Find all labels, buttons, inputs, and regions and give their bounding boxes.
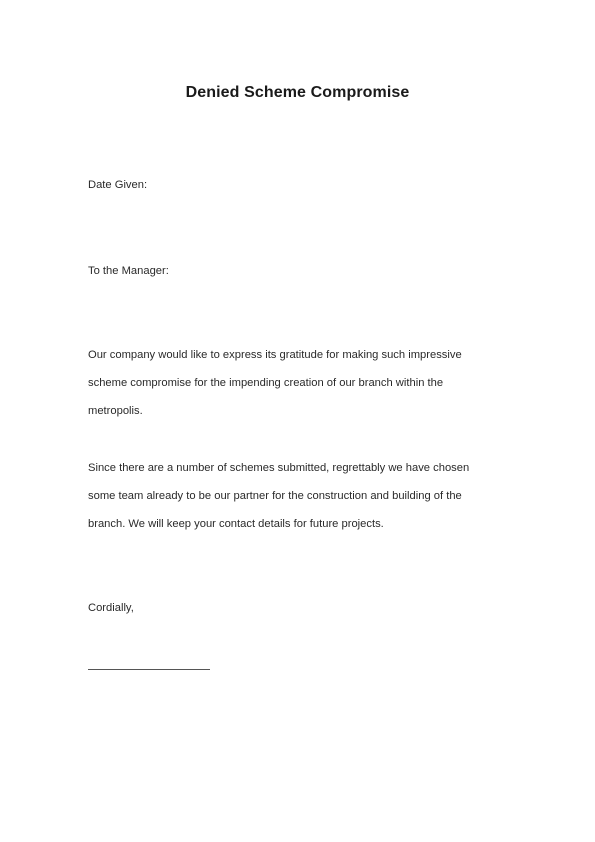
document-title: Denied Scheme Compromise xyxy=(185,84,410,101)
recipient-line: To the Manager: xyxy=(88,265,169,277)
paragraph-1-line-1: Our company would like to express its gratitude for making such impressive xyxy=(88,349,462,361)
paragraph-1-line-2: scheme compromise for the impending creation of our branch within the xyxy=(88,377,444,389)
paragraph-2-line-2: some team already to be our partner for the construction and building of the xyxy=(88,490,462,502)
paragraph-2-line-3: branch. We will keep your contact details for future projects. xyxy=(88,518,384,530)
paragraph-2-line-1: Since there are a number of schemes submitted, regrettably we have chosen xyxy=(88,462,470,474)
paragraph-1-line-3: metropolis. xyxy=(88,405,143,417)
closing-line: Cordially, xyxy=(88,602,134,614)
date-given-label: Date Given: xyxy=(88,179,148,191)
signature-line xyxy=(88,669,210,670)
